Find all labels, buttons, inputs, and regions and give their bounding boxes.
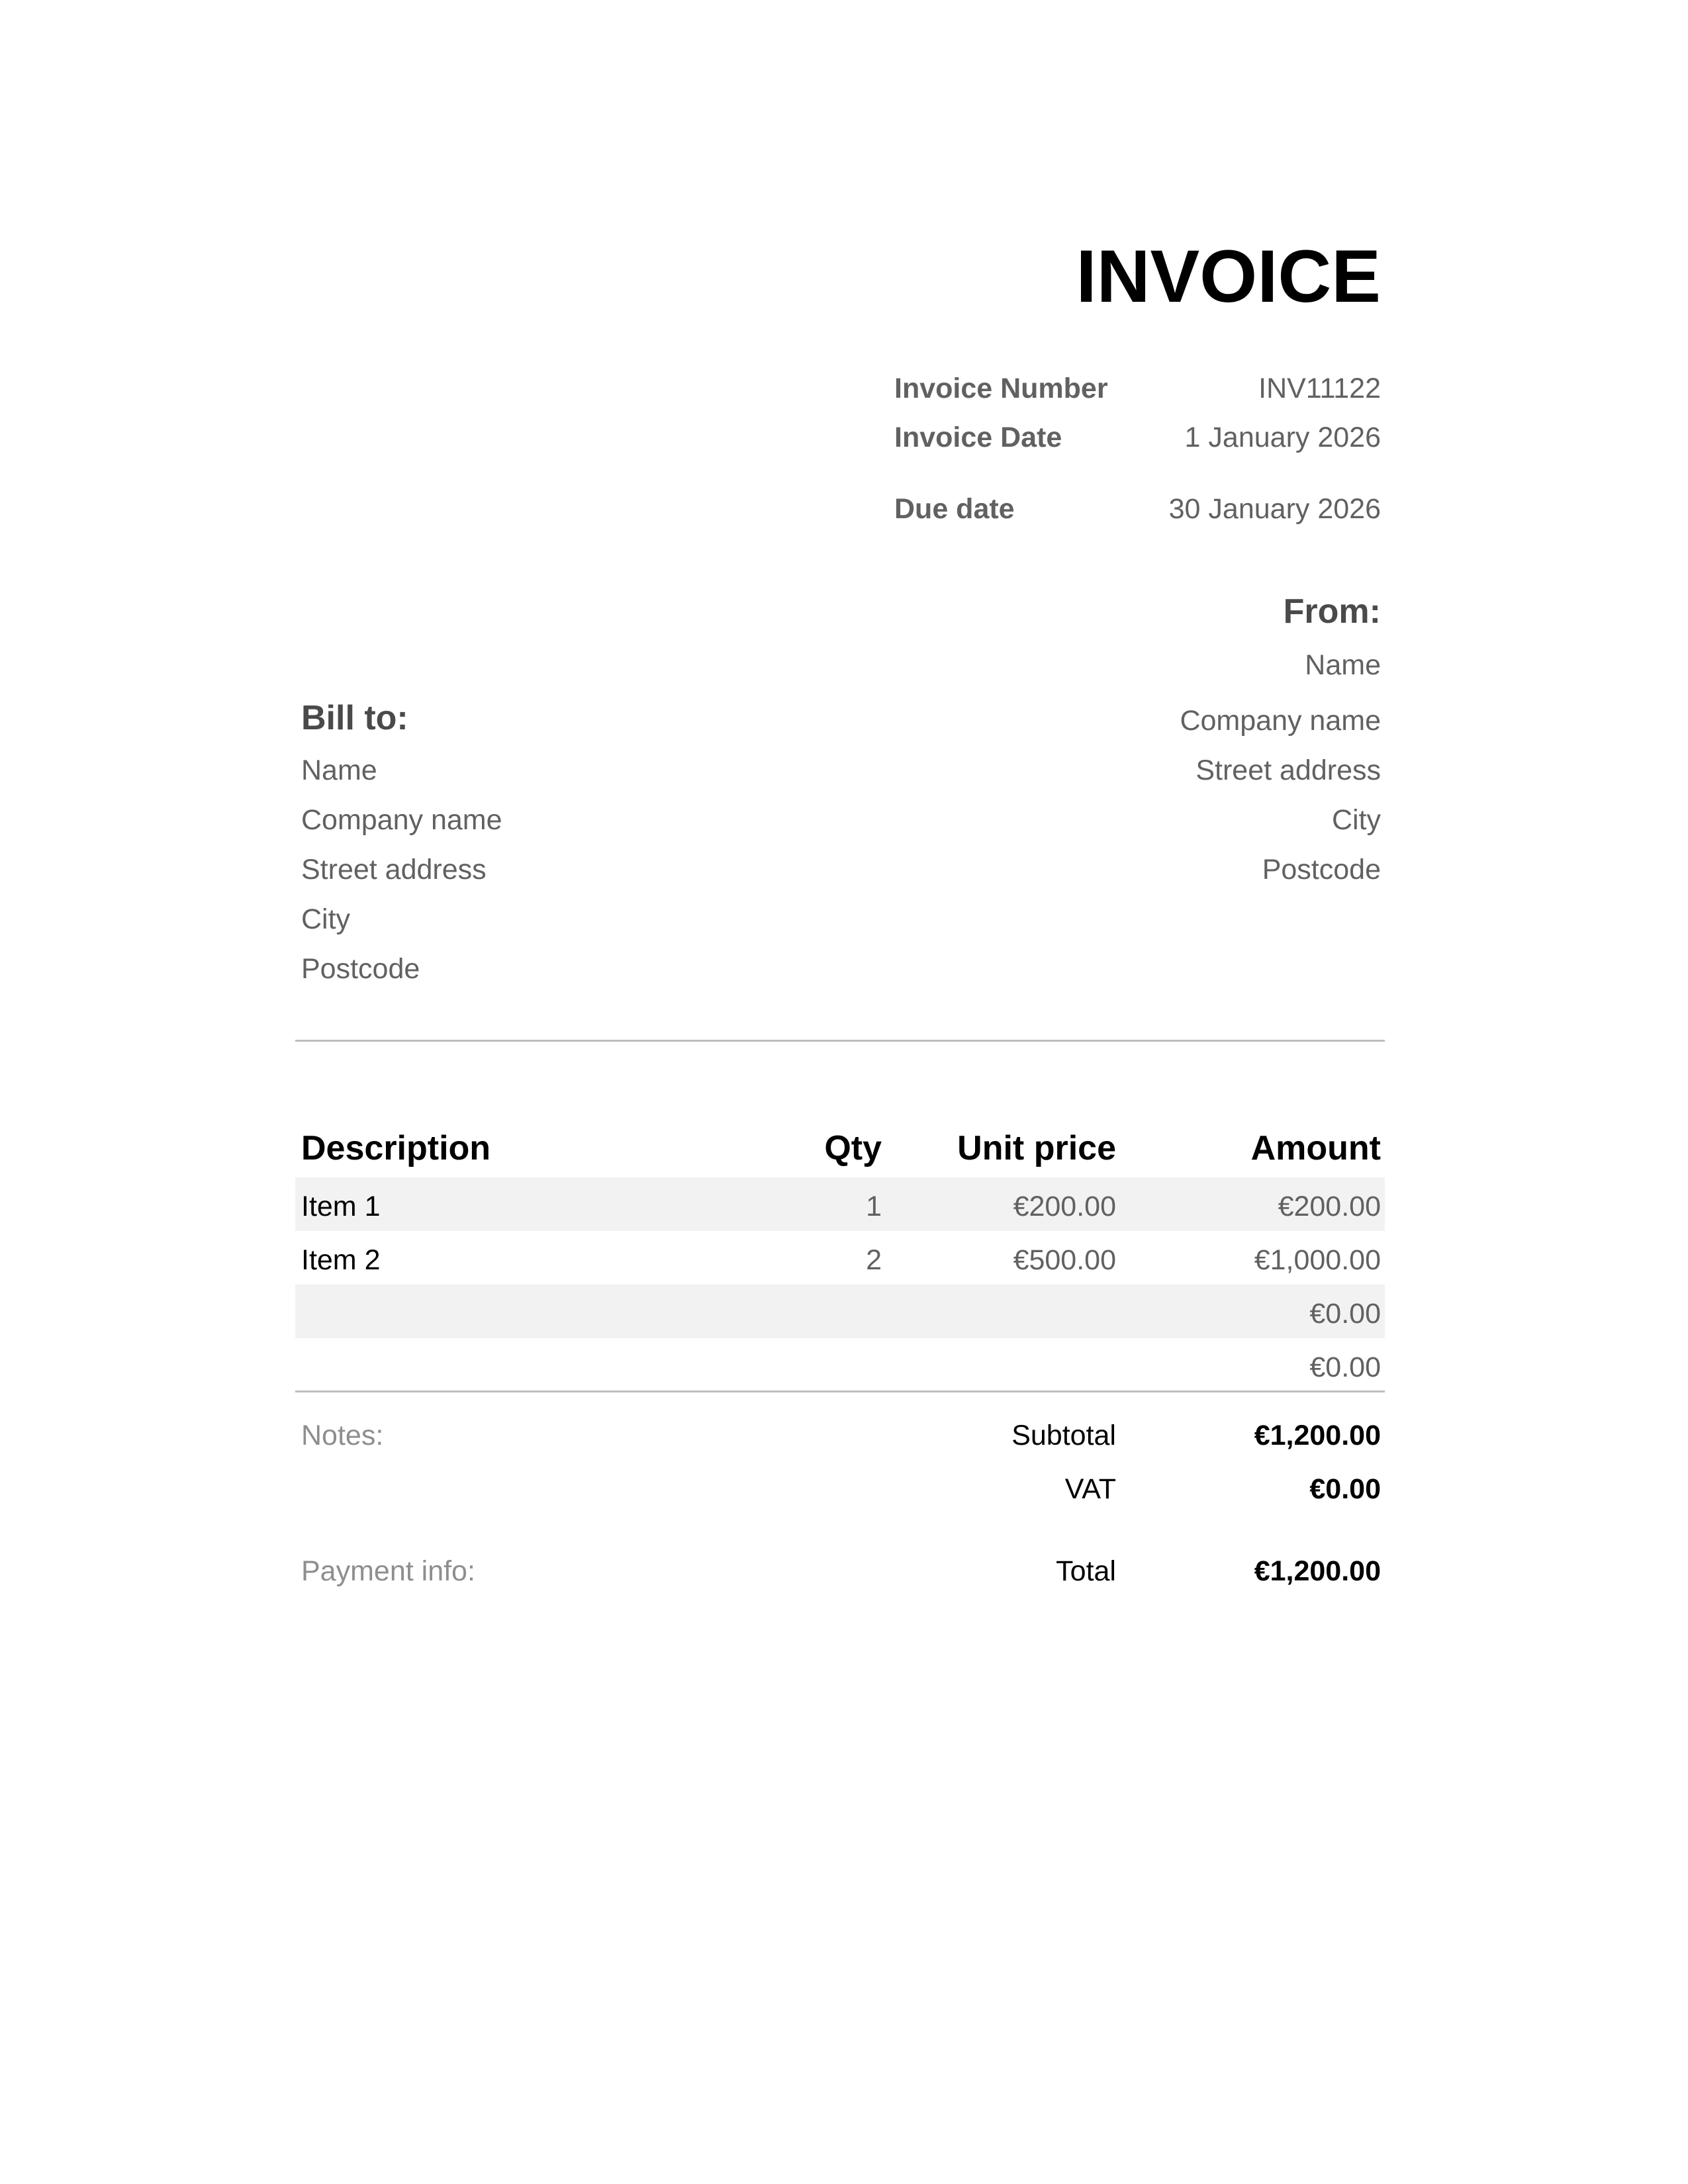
item-unit-price: €200.00 [1013,1191,1116,1222]
item-amount: €200.00 [1278,1191,1381,1222]
payment-info-label: Payment info: [301,1555,475,1587]
invoice-date-label: Invoice Date [894,422,1062,453]
bill-to-heading: Bill to: [301,699,408,737]
invoice-title: INVOICE [1076,235,1381,318]
total-label: Total [1056,1555,1116,1587]
invoice-number-label: Invoice Number [894,373,1108,404]
total-value: €1,200.00 [1254,1555,1381,1587]
item-amount: €0.00 [1309,1298,1381,1330]
from-street: Street address [1196,754,1381,786]
subtotal-label: Subtotal [1011,1420,1116,1451]
from-city: City [1331,804,1381,836]
bill-to-postcode: Postcode [301,953,420,985]
bill-to-name: Name [301,754,377,786]
item-amount: €1,000.00 [1254,1244,1381,1276]
column-header-amount: Amount [1250,1129,1381,1167]
due-date-value: 30 January 2026 [1168,493,1381,525]
bill-to-city: City [301,903,351,935]
column-header-description: Description [301,1129,491,1167]
from-company: Company name [1180,705,1381,737]
from-postcode: Postcode [1262,854,1381,886]
due-date-label: Due date [894,493,1015,525]
vat-value: €0.00 [1309,1473,1381,1505]
invoice-date-value: 1 January 2026 [1184,422,1381,453]
notes-label: Notes: [301,1420,384,1451]
from-heading: From: [1283,592,1381,631]
table-divider [295,1390,1385,1392]
item-description: Item 2 [301,1244,381,1276]
section-divider [295,1040,1385,1042]
vat-label: VAT [1064,1473,1116,1505]
table-row [295,1177,1385,1231]
item-description: Item 1 [301,1191,381,1222]
bill-to-company: Company name [301,804,502,836]
bill-to-street: Street address [301,854,487,886]
from-name: Name [1305,649,1381,681]
item-qty: 1 [866,1191,882,1222]
subtotal-value: €1,200.00 [1254,1420,1381,1451]
item-qty: 2 [866,1244,882,1276]
table-row [295,1338,1385,1392]
table-row [295,1285,1385,1338]
column-header-qty: Qty [824,1129,882,1167]
invoice-number-value: INV11122 [1258,373,1381,404]
item-unit-price: €500.00 [1013,1244,1116,1276]
column-header-unit-price: Unit price [957,1129,1116,1167]
item-amount: €0.00 [1309,1351,1381,1383]
table-row [295,1231,1385,1285]
